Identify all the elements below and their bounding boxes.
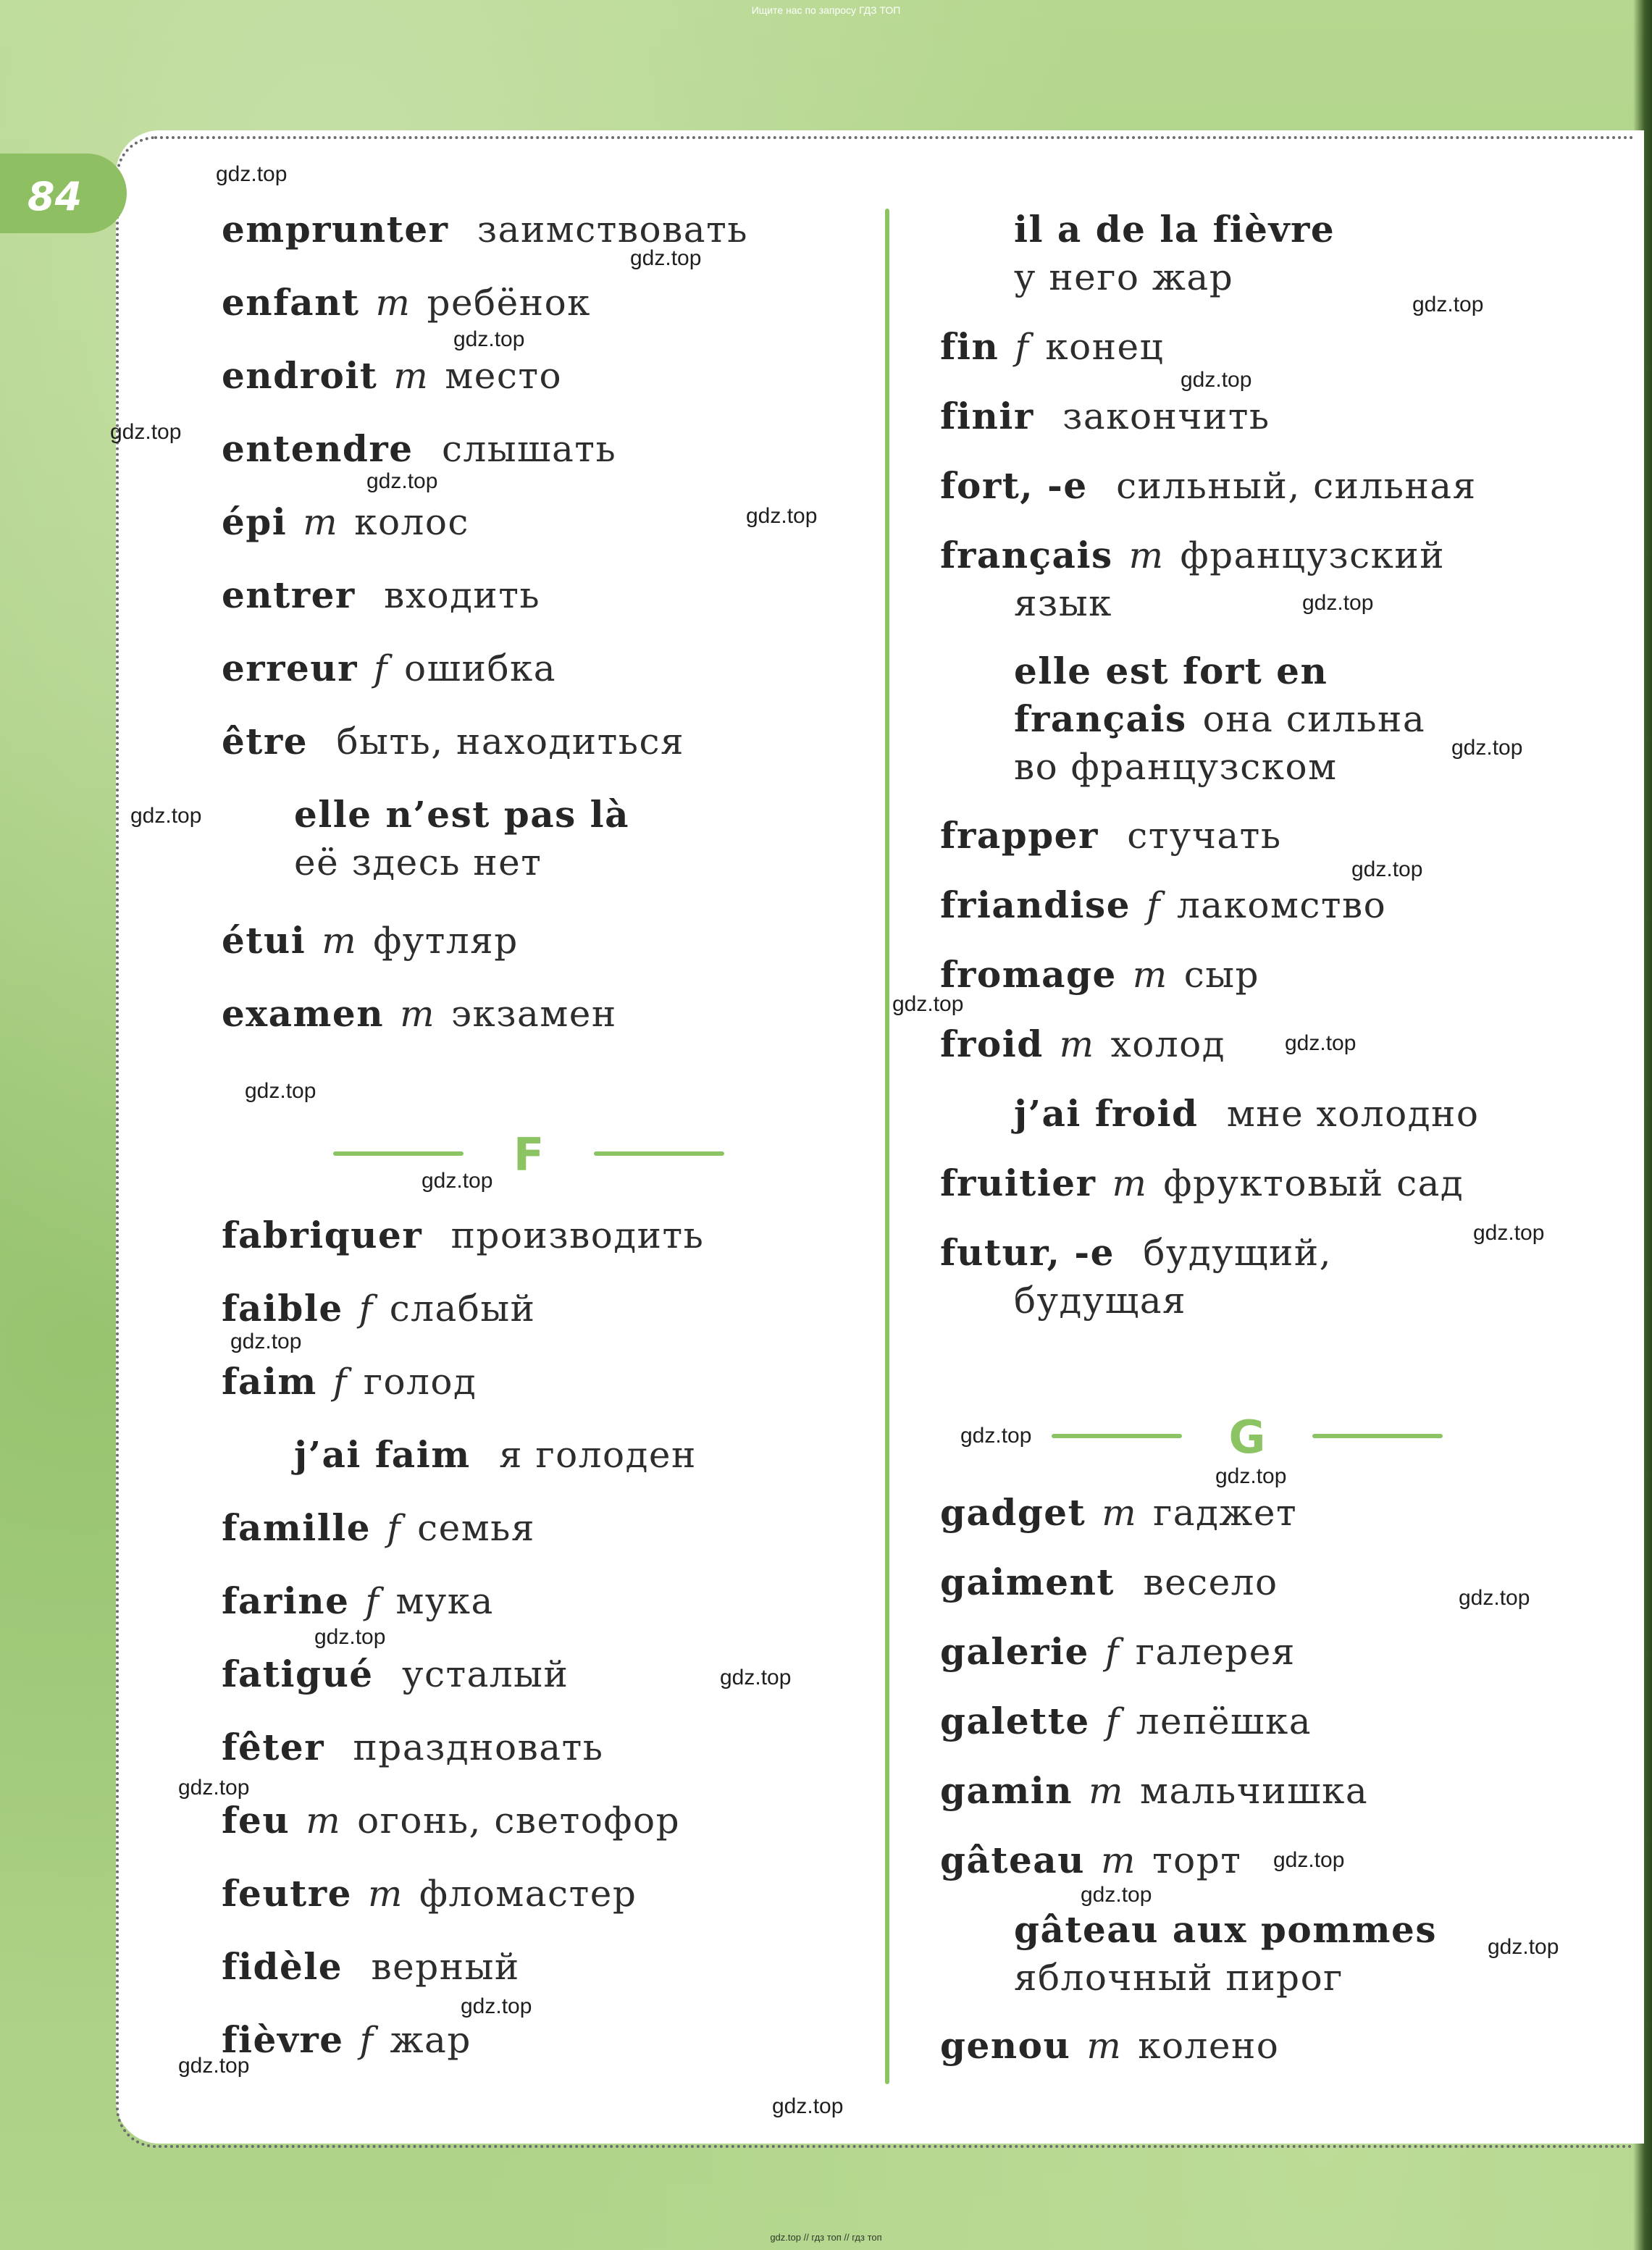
entry-enfant xyxy=(222,279,591,327)
entry-farine xyxy=(222,1577,494,1625)
entry-word: examen xyxy=(222,992,385,1035)
entry-word: erreur xyxy=(222,647,359,689)
watermark: gdz.top xyxy=(461,1994,532,2018)
entry-gender: m xyxy=(1112,1162,1148,1204)
entry-translation: её здесь нет xyxy=(294,841,542,883)
entry-translation-line2: язык xyxy=(1014,582,1112,624)
entry-translation: стучать xyxy=(1127,815,1282,857)
entry-word: galette xyxy=(940,1700,1090,1742)
watermark: gdz.top xyxy=(453,327,525,351)
section-rule-right xyxy=(1312,1434,1443,1438)
watermark: gdz.top xyxy=(314,1625,386,1649)
watermark: gdz.top xyxy=(245,1079,316,1103)
entry-translation: будущий, xyxy=(1143,1232,1333,1274)
entry-gender: f xyxy=(1105,1700,1120,1742)
section-g-header xyxy=(1052,1411,1443,1464)
entry-translation: огонь, светофор xyxy=(357,1800,681,1842)
watermark: gdz.top xyxy=(110,420,182,444)
entry-gender: m xyxy=(367,1873,403,1915)
entry-gender: m xyxy=(322,920,358,962)
entry-faim xyxy=(222,1358,477,1406)
entry-fidele xyxy=(222,1943,520,1991)
entry-gateau xyxy=(940,1836,1241,1884)
entry-translation: фломастер xyxy=(419,1873,637,1915)
entry-gender: m xyxy=(1132,954,1168,996)
entry-word: il a de la fièvre xyxy=(1014,208,1336,251)
section-letter: G xyxy=(1228,1411,1266,1464)
watermark: gdz.top xyxy=(216,162,288,186)
watermark: gdz.top xyxy=(746,504,818,528)
entry-fin xyxy=(940,323,1164,371)
entry-translation: галерея xyxy=(1135,1631,1296,1673)
entry-gender: f xyxy=(1015,326,1030,368)
entry-word: épi xyxy=(222,500,288,543)
entry-translation: праздновать xyxy=(353,1726,604,1768)
entry-fruitier xyxy=(940,1159,1464,1207)
entry-feter xyxy=(222,1724,603,1771)
entry-translation: жар xyxy=(390,2019,471,2061)
entry-translation: она сильна xyxy=(1202,698,1426,740)
watermark: gdz.top xyxy=(422,1169,493,1193)
entry-futur xyxy=(940,1229,1332,1325)
entry-gender: f xyxy=(332,1361,348,1403)
entry-word: elle est fort en xyxy=(1014,650,1328,692)
entry-word: famille xyxy=(222,1506,372,1549)
bottom-banner: gdz.top // гдз топ // гдз топ xyxy=(770,2232,882,2243)
entry-gender: m xyxy=(375,282,411,324)
entry-translation: производить xyxy=(450,1214,705,1256)
entry-translation: усталый xyxy=(402,1653,569,1695)
entry-translation: колено xyxy=(1138,2025,1280,2067)
entry-gender: f xyxy=(1146,884,1162,926)
entry-translation-line2: во французском xyxy=(1014,746,1338,788)
entry-famille xyxy=(222,1504,535,1552)
watermark: gdz.top xyxy=(1351,857,1423,881)
entry-word: j’ai froid xyxy=(1014,1092,1199,1135)
entry-word: endroit xyxy=(222,354,378,397)
watermark: gdz.top xyxy=(1285,1031,1357,1055)
entry-word: faible xyxy=(222,1287,343,1330)
entry-word: fruitier xyxy=(940,1162,1097,1204)
entry-word: gadget xyxy=(940,1491,1086,1534)
entry-jai-faim xyxy=(294,1431,697,1479)
watermark: gdz.top xyxy=(178,2054,250,2078)
entry-word: français xyxy=(940,534,1113,576)
entry-translation: гаджет xyxy=(1153,1492,1298,1534)
entry-word: fromage xyxy=(940,953,1117,996)
entry-word: fin xyxy=(940,325,999,368)
entry-fabriquer xyxy=(222,1212,704,1259)
entry-translation: мука xyxy=(395,1580,494,1622)
entry-translation: слышать xyxy=(441,428,617,470)
entry-gender: m xyxy=(400,993,436,1035)
entry-gender: f xyxy=(1104,1631,1120,1673)
entry-word: finir xyxy=(940,395,1034,437)
entry-translation: конец xyxy=(1045,326,1165,368)
entry-froid xyxy=(940,1020,1225,1068)
entry-word: entrer xyxy=(222,574,356,616)
entry-gender: m xyxy=(1128,534,1165,576)
entry-fatigue xyxy=(222,1650,569,1698)
entry-translation: ребёнок xyxy=(427,282,591,324)
section-rule-right xyxy=(594,1151,724,1156)
entry-translation: место xyxy=(445,355,563,397)
watermark: gdz.top xyxy=(130,804,202,828)
entry-gaiment xyxy=(940,1558,1278,1606)
entry-translation: ошибка xyxy=(404,647,557,689)
entry-gender: m xyxy=(1086,2025,1123,2067)
entry-gender: m xyxy=(1101,1839,1136,1881)
entry-epi xyxy=(222,498,469,546)
entry-translation-line2: будущая xyxy=(1014,1280,1187,1322)
entry-translation: яблочный пирог xyxy=(1014,1957,1343,1999)
entry-word: galerie xyxy=(940,1630,1089,1673)
entry-word: fort, -e xyxy=(940,464,1088,507)
watermark: gdz.top xyxy=(720,1666,792,1689)
entry-word: fêter xyxy=(222,1726,325,1768)
watermark: gdz.top xyxy=(630,246,702,270)
entry-gender: m xyxy=(393,355,429,397)
entry-word: gâteau aux pommes xyxy=(1014,1908,1437,1951)
entry-translation: экзамен xyxy=(451,993,617,1035)
entry-translation: торт xyxy=(1152,1839,1242,1881)
watermark: gdz.top xyxy=(772,2094,844,2118)
entry-finir xyxy=(940,393,1270,440)
watermark: gdz.top xyxy=(1459,1586,1530,1610)
entry-elle-est-fort-en-francais xyxy=(1014,647,1425,791)
watermark: gdz.top xyxy=(1488,1935,1559,1959)
entry-jai-froid xyxy=(1014,1090,1479,1138)
entry-word: gaiment xyxy=(940,1561,1115,1603)
entry-word: j’ai faim xyxy=(294,1433,471,1476)
entry-gender: m xyxy=(306,1800,342,1842)
watermark: gdz.top xyxy=(1451,736,1523,760)
entry-genou xyxy=(940,2022,1279,2070)
entry-gender: m xyxy=(1059,1023,1095,1065)
entry-fievre xyxy=(222,2016,471,2064)
column-divider xyxy=(885,209,889,2084)
entry-entrer xyxy=(222,571,540,619)
entry-etui xyxy=(222,917,519,965)
entry-word: étui xyxy=(222,919,306,962)
entry-elle-nest-pas-la xyxy=(294,791,629,886)
entry-translation: голод xyxy=(363,1361,477,1403)
entry-il-a-de-la-fievre xyxy=(1014,206,1335,301)
watermark: gdz.top xyxy=(366,469,438,493)
entry-word: fatigué xyxy=(222,1653,374,1695)
page-number: 84 xyxy=(28,174,83,219)
entry-translation: верный xyxy=(371,1946,520,1988)
entry-frapper xyxy=(940,812,1282,860)
entry-translation: закончить xyxy=(1062,395,1270,437)
entry-word: farine xyxy=(222,1579,350,1622)
entry-translation: мне холодно xyxy=(1226,1093,1480,1135)
watermark: gdz.top xyxy=(1473,1221,1545,1245)
entry-word: froid xyxy=(940,1023,1044,1065)
entry-translation: входить xyxy=(384,574,541,616)
entry-gateau-aux-pommes xyxy=(1014,1906,1437,2002)
section-rule-left xyxy=(333,1151,464,1156)
entry-translation: у него жар xyxy=(1014,256,1234,298)
entry-galerie xyxy=(940,1628,1296,1676)
entry-word: être xyxy=(222,720,309,763)
section-rule-left xyxy=(1052,1434,1182,1438)
entry-gender: f xyxy=(387,1507,402,1549)
entry-translation: лепёшка xyxy=(1136,1700,1312,1742)
watermark: gdz.top xyxy=(1412,293,1484,316)
entry-friandise xyxy=(940,881,1386,929)
entry-word: genou xyxy=(940,2024,1071,2067)
entry-fromage xyxy=(940,951,1259,999)
entry-gamin xyxy=(940,1767,1368,1815)
entry-word: futur, -e xyxy=(940,1231,1115,1274)
entry-word: entendre xyxy=(222,427,414,470)
entry-word: faim xyxy=(222,1360,317,1403)
entry-gender: m xyxy=(1102,1492,1138,1534)
entry-word: frapper xyxy=(940,814,1099,857)
entry-word: emprunter xyxy=(222,208,449,251)
watermark: gdz.top xyxy=(1081,1883,1152,1907)
entry-feutre xyxy=(222,1870,637,1918)
entry-word-line2: français xyxy=(1014,697,1187,740)
entry-etre xyxy=(222,718,684,765)
entry-gender: f xyxy=(359,1288,374,1330)
watermark: gdz.top xyxy=(1302,591,1374,615)
entry-translation: лакомство xyxy=(1177,884,1387,926)
entry-faible xyxy=(222,1285,536,1332)
entry-word: fièvre xyxy=(222,2018,344,2061)
entry-galette xyxy=(940,1697,1312,1745)
entry-gender: f xyxy=(365,1580,380,1622)
entry-erreur xyxy=(222,645,556,692)
entry-word: friandise xyxy=(940,883,1131,926)
entry-translation: холод xyxy=(1110,1023,1226,1065)
entry-translation: футляр xyxy=(373,920,519,962)
entry-gender: m xyxy=(1089,1770,1125,1812)
section-f-header xyxy=(333,1128,724,1179)
entry-translation: сыр xyxy=(1183,954,1260,996)
entry-translation: быть, находиться xyxy=(336,721,685,763)
entry-word: elle n’est pas là xyxy=(294,793,630,836)
entry-endroit xyxy=(222,352,562,400)
entry-word: gâteau xyxy=(940,1839,1086,1881)
entry-word: fidèle xyxy=(222,1945,343,1988)
entry-translation: сильный, сильная xyxy=(1116,465,1477,507)
entry-entendre xyxy=(222,425,616,473)
entry-translation: заимствовать xyxy=(477,209,748,251)
entry-examen xyxy=(222,990,617,1038)
watermark: gdz.top xyxy=(1273,1848,1345,1872)
entry-translation: колос xyxy=(354,501,469,543)
watermark: gdz.top xyxy=(960,1424,1032,1448)
entry-translation: французский xyxy=(1180,534,1446,576)
entry-word: gamin xyxy=(940,1769,1073,1812)
entry-gadget xyxy=(940,1489,1297,1537)
entry-fort xyxy=(940,462,1477,510)
entry-word: fabriquer xyxy=(222,1214,423,1256)
top-banner: Ищите нас по запросу ГДЗ ТОП xyxy=(751,4,901,16)
entry-translation: я голоден xyxy=(499,1434,697,1476)
entry-gender: f xyxy=(359,2019,374,2061)
watermark: gdz.top xyxy=(230,1330,302,1353)
watermark: gdz.top xyxy=(1181,368,1252,392)
section-letter: F xyxy=(513,1128,545,1181)
entry-gender: f xyxy=(374,647,389,689)
entry-word: feu xyxy=(222,1799,290,1842)
entry-feu xyxy=(222,1797,680,1844)
watermark: gdz.top xyxy=(178,1776,250,1800)
entry-gender: m xyxy=(303,501,339,543)
watermark: gdz.top xyxy=(892,992,964,1016)
entry-translation: весело xyxy=(1143,1561,1278,1603)
entry-translation: мальчишка xyxy=(1140,1770,1369,1812)
entry-translation: семья xyxy=(417,1507,535,1549)
entry-word: enfant xyxy=(222,281,360,324)
watermark: gdz.top xyxy=(1215,1464,1287,1488)
entry-word: feutre xyxy=(222,1872,352,1915)
entry-translation: слабый xyxy=(389,1288,536,1330)
entry-translation: фруктовый сад xyxy=(1163,1162,1464,1204)
